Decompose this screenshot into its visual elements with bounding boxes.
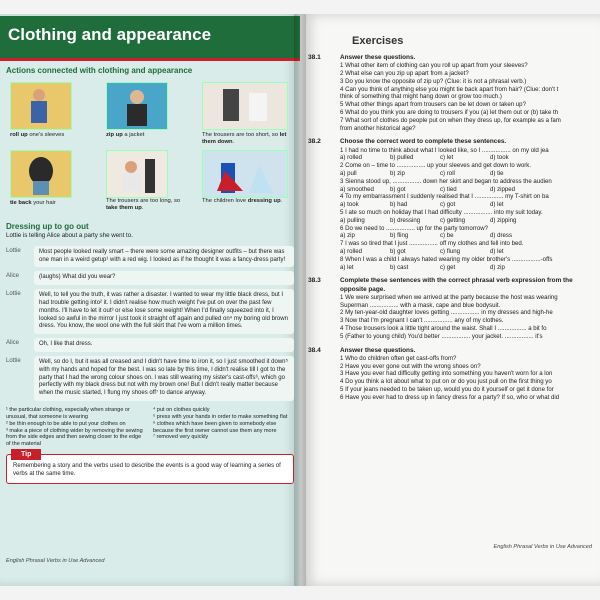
photo-let-trousers-down: [202, 82, 288, 130]
footnote: ³ make a piece of clothing wider by removing the sewing from the side edges and then sewing closer to the edge of the material: [6, 427, 143, 448]
question-line: 3 Have you ever had difficulty getting into something you haven't worn for a lon: [340, 370, 553, 378]
question-line: 1 Who do children often get cast-offs from?: [340, 354, 457, 362]
speaker-name: Lottie: [6, 247, 21, 254]
photo-zip-up-jacket: [106, 82, 168, 130]
photo-tie-back-hair: [10, 150, 72, 198]
mc-option: b) zip: [390, 170, 405, 178]
mc-item: [340, 240, 598, 256]
speaker-name: Alice: [6, 340, 20, 347]
mc-item: [340, 209, 598, 225]
caption-3: The trousers are too short, so let them down.: [202, 132, 287, 145]
exercise-instruction: Answer these questions.: [340, 54, 416, 62]
mc-option: a) pulling: [340, 216, 365, 224]
mc-option: a) let: [340, 263, 354, 271]
exercise-body: [340, 138, 598, 271]
caption-5: The trousers are too long, so take them up.: [106, 198, 181, 211]
right-page-content: [308, 34, 598, 402]
photo-roll-up-sleeves: [10, 82, 72, 130]
mc-option: d) dress: [490, 232, 513, 240]
section-title-actions: Actions connected with clothing and appearance: [6, 66, 193, 75]
question-line: 5 (Father to young child) You'd better ................. your jacket. ................. it's: [340, 332, 543, 340]
exercise-number: 38.1: [308, 54, 321, 62]
speech-text: Well, so do I, but it was all creased and I didn't have time to iron it, so I just smoothed it down⁵ with my hands and hoped for the best. I was so late by this time, I didn't realise till I got to the party that I had the wrong colour shoes on. I was still wearing my sister's cast-offs⁶, which go perfectly with my black dress but not with my brown one! But I didn't really matter because when the music started, I flung my shoes off⁷ to dance anyway.: [34, 356, 294, 401]
mc-option: a) rolled: [340, 247, 363, 255]
mc-option: c) get: [440, 263, 456, 271]
mc-item: [340, 162, 598, 178]
mc-item: [340, 225, 598, 241]
mc-option: b) fling: [390, 232, 409, 240]
question-line: think of something that might hang down or grow too much.): [340, 93, 502, 101]
mc-option: b) dressing: [390, 216, 421, 224]
mc-option: d) zip: [490, 263, 505, 271]
mc-option: d) tie: [490, 170, 504, 178]
mc-question: 8 When I was a child I always hated wearing my older brother's .................-offs: [340, 255, 553, 263]
mc-option: c) getting: [440, 216, 466, 224]
question-line: 6 What do you think you are doing to trousers if you (a) let them out or (b) take th: [340, 109, 559, 117]
exercise-instruction: Answer these questions.: [340, 346, 416, 354]
caption-4: tie back your hair: [10, 200, 56, 206]
exercise-number: 38.2: [308, 138, 321, 146]
intro-text: Lottie is telling Alice about a party she went to.: [6, 232, 133, 239]
exercise-number: 38.3: [308, 277, 321, 285]
exercise-instruction-cont: opposite page.: [340, 285, 386, 293]
exercises-title: Exercises: [352, 35, 404, 47]
mc-option: d) let: [490, 201, 504, 209]
tip-box: [6, 451, 294, 484]
mc-item: [340, 178, 598, 194]
footnote: ⁴ put on clothes quickly: [153, 406, 210, 413]
speech-text: Most people looked really smart – there were some amazing designer outfits – but there was one man in a weird getup¹ with a red wig. I looked as if he thought it was a fancy-dress party!: [34, 246, 294, 268]
mc-item: [340, 193, 598, 209]
mc-question: 4 To my embarrassment I suddenly realised that I ................. my T-shirt on ba: [340, 193, 549, 201]
left-page-header: [0, 16, 300, 58]
speaker-name: Alice: [6, 273, 20, 280]
book-spine: [294, 14, 306, 586]
mc-option: b) got: [390, 247, 406, 255]
mc-options: [340, 248, 598, 256]
caption-6: The children love dressing up.: [202, 198, 283, 204]
exercise-body: [340, 54, 598, 132]
caption-1: roll up one's sleeves: [10, 132, 65, 138]
question-line: 3 Now that I'm pregnant I can't ................. any of my clothes.: [340, 317, 504, 325]
question-line: 5 What other things apart from trousers can be let down or taken up?: [340, 101, 526, 109]
mc-question: 6 Do we need to ................. up for the party tomorrow?: [340, 224, 489, 232]
exercise-number: 38.4: [308, 346, 321, 354]
question-line: 4 Those trousers look a little tight around the waist. Shall I ................. a bit fo: [340, 324, 547, 332]
mc-item: [340, 147, 598, 163]
exercise-38-1: [308, 54, 598, 132]
footnote: ⁵ press with your hands in order to make something flat: [153, 413, 288, 420]
question-line: 2 What else can you zip up apart from a jacket?: [340, 70, 469, 78]
mc-option: b) pulled: [390, 154, 414, 162]
question-line: 1 What other item of clothing can you roll up apart from your sleeves?: [340, 62, 528, 70]
question-line: 6 Have you ever had to dress up in fancy dress for a party? If so, who or what did: [340, 393, 560, 401]
speech-text: Well, to tell you the truth, it was rather a disaster. I wanted to wear my little black dress, but I had trouble getting into² it. I didn't realise how much weight I've put on over the past few months. I'll have to let it out³ or else lose some weight! When I'd finally squeezed into it, I looked so awful in the mirror I just took it straight off again and pulled on⁴ my boring old brown dress. You know, the wool one with the full skirt that I've worn a million times.: [34, 289, 294, 334]
footnotes-col-2: [153, 407, 294, 448]
exercise-body: [340, 347, 598, 402]
exercise-38-4: [308, 347, 598, 402]
question-line: Superman ................. with a mask, cape and blue bodysuit.: [340, 301, 501, 309]
caption-2: zip up a jacket: [106, 132, 145, 138]
mc-options: [340, 264, 598, 272]
mc-options: [340, 186, 598, 194]
tip-label: Tip: [11, 449, 41, 460]
mc-option: c) flung: [440, 247, 460, 255]
mc-question: 3 Sienna stood up, ................. down her skirt and began to address the audien: [340, 177, 552, 185]
footnote: ⁶ clothes which have been given to somebody else because the first owner cannot use them any more: [153, 420, 277, 434]
dialogue-row: [6, 246, 294, 268]
mc-question: 2 Come on – time to ................. up your sleeves and get down to work.: [340, 162, 532, 170]
exercise-instruction: Choose the correct word to complete these sentences.: [340, 138, 507, 146]
question-line: from another historical age?: [340, 124, 416, 132]
question-line: 5 If your jeans needed to be taken up, would you do it yourself or get it done for: [340, 385, 554, 393]
mc-option: a) smoothed: [340, 185, 374, 193]
mc-item: [340, 256, 598, 272]
footnote: ² be thin enough to be able to put your clothes on: [6, 420, 126, 427]
photo-take-trousers-up: [106, 150, 168, 198]
question-line: 7 What sort of clothes do people put on when they dress up, for example as a fam: [340, 116, 561, 124]
mc-question: 1 I had no time to think about what I looked like, so I ................. on my old jea: [340, 146, 549, 154]
photo-grid: [6, 78, 294, 214]
dialogue-row: [6, 289, 294, 334]
mc-option: d) let: [490, 247, 504, 255]
speech-text: Oh, I like that dress.: [34, 338, 294, 352]
footnote: ¹ the particular clothing, especially when strange or unusual, that someone is wearing: [6, 406, 130, 420]
dialogue-row: [6, 338, 294, 352]
mc-option: b) had: [390, 201, 408, 209]
mc-option: c) tied: [440, 185, 457, 193]
mc-question: 5 I ate so much on holiday that I had difficulty ................. into my suit today.: [340, 209, 543, 216]
header-stripe: [0, 58, 300, 61]
speaker-name: Lottie: [6, 357, 21, 364]
question-line: 4 Can you think of anything else you might tie back apart from hair? (Clue: don't t: [340, 85, 559, 93]
exercise-body: [340, 277, 598, 340]
mc-option: b) got: [390, 185, 406, 193]
dialogue-row: [6, 356, 294, 401]
photo-dressing-up: [202, 150, 288, 198]
mc-option: c) let: [440, 154, 454, 162]
right-footer: English Phrasal Verbs in Use Advanced: [493, 544, 592, 550]
left-footer: English Phrasal Verbs in Use Advanced: [6, 558, 105, 564]
question-line: 4 Do you think a lot about what to put on or do you just pull on the first thing yo: [340, 378, 552, 386]
mc-option: d) zipped: [490, 185, 516, 193]
mc-option: d) zipping: [490, 216, 517, 224]
footnote: ⁷ removed very quickly: [153, 434, 209, 441]
mc-option: a) rolled: [340, 154, 363, 162]
question-line: 2 My ten-year-old daughter loves getting ................. in my dresses and high-he: [340, 309, 553, 317]
mc-option: a) zip: [340, 232, 355, 240]
mc-option: b) cast: [390, 263, 409, 271]
mc-option: c) be: [440, 232, 454, 240]
mc-options: [340, 217, 598, 225]
question-line: 1 We were surprised when we arrived at the party because the host was wearing: [340, 293, 558, 301]
exercise-instruction: Complete these sentences with the correct phrasal verb expression from the: [340, 277, 573, 285]
footnotes-col-1: [6, 407, 147, 448]
speaker-name: Lottie: [6, 291, 21, 298]
page-title: Clothing and appearance: [8, 25, 212, 44]
mc-options: [340, 170, 598, 178]
mc-question: 7 I was so tired that I just ................. off my clothes and fell into bed.: [340, 240, 524, 248]
right-page: [300, 14, 600, 586]
exercise-38-2: [308, 138, 598, 271]
mc-option: a) took: [340, 201, 359, 209]
question-line: 2 Have you ever gone out with the wrong shoes on?: [340, 362, 481, 370]
exercise-38-3: [308, 277, 598, 340]
footnotes: [6, 407, 294, 448]
left-page-content: [6, 66, 294, 484]
tip-text: Remembering a story and the verbs used to describe the events is a good way of learning a series of verbs at the same time.: [13, 463, 281, 477]
mc-options: [340, 232, 598, 240]
dialogue-row: [6, 271, 294, 285]
speech-text: (laughs) What did you wear?: [34, 271, 294, 285]
mc-options: [340, 201, 598, 209]
dialogue: [6, 246, 294, 401]
mc-option: c) got: [440, 201, 456, 209]
section-title-dressing: Dressing up to go out: [6, 222, 89, 231]
mc-option: c) roll: [440, 170, 455, 178]
mc-option: d) took: [490, 154, 509, 162]
mc-options: [340, 154, 598, 162]
mc-option: a) pull: [340, 170, 357, 178]
question-line: 3 Do you know the opposite of zip up? (Clue: it is not a phrasal verb.): [340, 77, 527, 85]
